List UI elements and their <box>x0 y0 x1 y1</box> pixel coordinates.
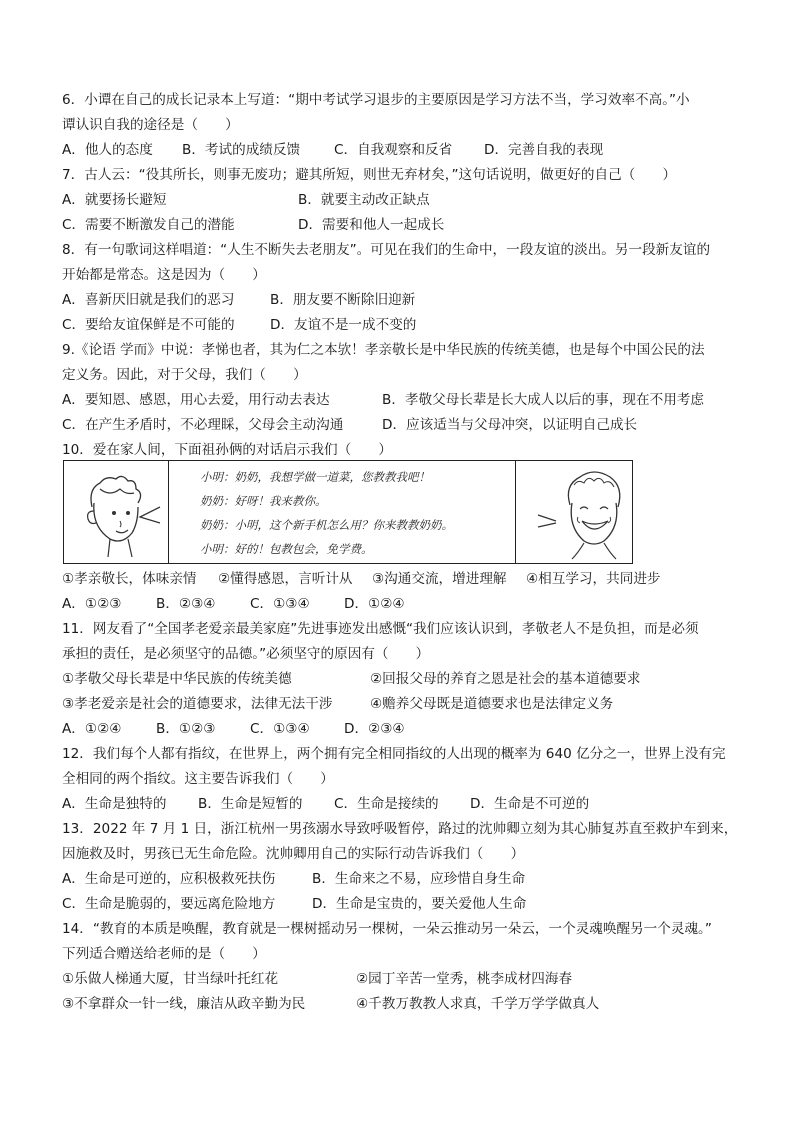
q8-stem-line1: 8．有一句歌词这样唱道：“人生不断失去老朋友”。可见在我们的生命中，一段友谊的淡出。另一段新友谊的 <box>62 242 711 258</box>
q8-option-d: D．友谊不是一成不变的 <box>270 317 417 333</box>
q9-option-c: C．在产生矛盾时，不必理睬，父母会主动沟通 <box>62 417 344 433</box>
q9-stem-line2: 定义务。因此，对于父母，我们（ ） <box>62 367 307 383</box>
q11-option-b: B．①②③ <box>156 721 216 737</box>
q13-option-c: C．生命是脆弱的，要远离危险地方 <box>62 896 276 912</box>
q10-stem-line1: 10．爱在家人间，下面祖孙俩的对话启示我们（ ） <box>62 442 392 458</box>
q10-statement-3: ③沟通交流，增进理解 <box>372 571 507 587</box>
q6-option-a: A．他人的态度 <box>62 142 153 158</box>
dialog-line-3: 奶奶：小明，这个新手机怎么用？你来教教奶奶。 <box>200 518 453 532</box>
q11-stem-line1: 11．网友看了“全国孝老爱亲最美家庭”先进事迹发出感慨“我们应该认识到，孝敬老人不是负担，而是必须 <box>62 621 699 637</box>
q11-statement-4: ④赡养父母既是道德要求也是法律定义务 <box>370 696 614 712</box>
q10-option-c: C．①③④ <box>250 596 310 612</box>
dialog-divider-left <box>168 461 169 563</box>
q9-option-a: A．要知恩、感恩，用心去爱，用行动去表达 <box>62 392 330 408</box>
q10-option-d: D．①②④ <box>344 596 405 612</box>
q6-option-d: D．完善自我的表现 <box>484 142 604 158</box>
q13-stem-line1: 13．2022 年 7 月 1 日，浙江杭州一男孩溺水导致呼吸暂停，路过的沈帅卿立刻为其心肺复苏直至救护车到来， <box>62 821 738 837</box>
q12-option-b: B．生命是短暂的 <box>198 796 303 812</box>
speech-mark-left-icon <box>134 503 164 529</box>
q11-statement-3: ③孝老爱亲是社会的道德要求，法律无法干涉 <box>62 696 333 712</box>
dialog-line-4: 小明：好的！包教包会，免学费。 <box>200 542 373 556</box>
q6-option-b: B．考试的成绩反馈 <box>182 142 301 158</box>
q7-option-d: D．需要和他人一起成长 <box>298 217 445 233</box>
q6-option-c: C．自我观察和反省 <box>334 142 453 158</box>
q14-statement-3: ③不拿群众一针一线，廉洁从政辛勤为民 <box>62 996 306 1012</box>
q10-option-a: A．①②③ <box>62 596 122 612</box>
q10-statement-2: ②懂得感恩，言听计从 <box>218 571 353 587</box>
dialog-line-2: 奶奶：好呀！我来教你。 <box>200 494 327 508</box>
q10-statement-1: ①孝亲敬长，体味亲情 <box>62 571 197 587</box>
q8-option-a: A．喜新厌旧就是我们的恶习 <box>62 292 235 308</box>
q13-option-d: D．生命是宝贵的，要关爱他人生命 <box>312 896 527 912</box>
q10-statement-4: ④相互学习，共同进步 <box>526 571 661 587</box>
q13-option-a: A．生命是可逆的，应积极救死扶伤 <box>62 871 276 887</box>
q14-statement-2: ②园丁辛苦一堂秀，桃李成材四海春 <box>356 971 573 987</box>
dialog-divider-right <box>515 461 516 563</box>
q7-option-b: B．就要主动改正缺点 <box>298 192 430 208</box>
q7-stem-line1: 7．古人云：“役其所长，则事无废功；避其所短，则世无弃材矣，”这句话说明，做更好的自己（ ） <box>62 167 677 183</box>
q6-stem-line2: 谭认识自我的途径是（ ） <box>62 117 239 133</box>
q14-statement-4: ④千教万教教人求真，千学万学学做真人 <box>356 996 600 1012</box>
q9-stem-line1: 9.《论语 学而》中说：孝悌也者，其为仁之本欤！孝亲敬长是中华民族的传统美德，也是每个中国公民的法 <box>62 342 705 358</box>
q7-option-c: C．需要不断激发自己的潜能 <box>62 217 235 233</box>
q11-statement-1: ①孝敬父母长辈是中华民族的传统美德 <box>62 671 292 687</box>
q12-option-c: C．生命是接续的 <box>334 796 439 812</box>
q8-option-c: C．要给友谊保鲜是不可能的 <box>62 317 235 333</box>
q11-option-c: C．①③④ <box>250 721 310 737</box>
grandma-figure-icon <box>558 465 630 561</box>
q13-stem-line2: 因施救及时，男孩已无生命危险。沈帅卿用自己的实际行动告诉我们（ ） <box>62 846 525 862</box>
q12-option-d: D．生命是不可逆的 <box>470 796 590 812</box>
q9-option-d: D．应该适当与父母冲突，以证明自己成长 <box>382 417 638 433</box>
q10-option-b: B．②③④ <box>156 596 216 612</box>
q11-option-a: A．①②④ <box>62 721 122 737</box>
q14-statement-1: ①乐做人梯通大厦，甘当绿叶托红花 <box>62 971 279 987</box>
q12-stem-line1: 12．我们每个人都有指纹，在世界上，两个拥有完全相同指纹的人出现的概率为 640 亿分之一，世界上没有完 <box>62 746 726 762</box>
q11-statement-2: ②回报父母的养育之恩是社会的基本道德要求 <box>370 671 641 687</box>
q8-option-b: B．朋友要不断除旧迎新 <box>270 292 416 308</box>
q10-dialog-box <box>63 460 633 564</box>
q11-option-d: D．②③④ <box>344 721 405 737</box>
q6-stem-line1: 6．小谭在自己的成长记录本上写道：“期中考试学习退步的主要原因是学习方法不当，学习效率不高。”小 <box>62 92 690 108</box>
q13-option-b: B．生命来之不易，应珍惜自身生命 <box>312 871 526 887</box>
q12-option-a: A．生命是独特的 <box>62 796 167 812</box>
q8-stem-line2: 开始都是常态。这是因为（ ） <box>62 267 266 283</box>
q14-stem-line1: 14．“教育的本质是唤醒，教育就是一棵树摇动另一棵树，一朵云推动另一朵云，一个灵魂唤醒另一个灵魂。” <box>62 921 712 937</box>
q14-stem-line2: 下列适合赠送给老师的是（ ） <box>62 946 266 962</box>
q7-option-a: A．就要扬长避短 <box>62 192 167 208</box>
q9-option-b: B．孝敬父母长辈是长大成人以后的事，现在不用考虑 <box>382 392 704 408</box>
q11-stem-line2: 承担的责任，是必须坚守的品德。”必须坚守的原因有（ ） <box>62 646 430 662</box>
dialog-line-1: 小明：奶奶，我想学做一道菜，您教教我吧！ <box>200 470 430 484</box>
q12-stem-line2: 全相同的两个指纹。这主要告诉我们（ ） <box>62 771 334 787</box>
